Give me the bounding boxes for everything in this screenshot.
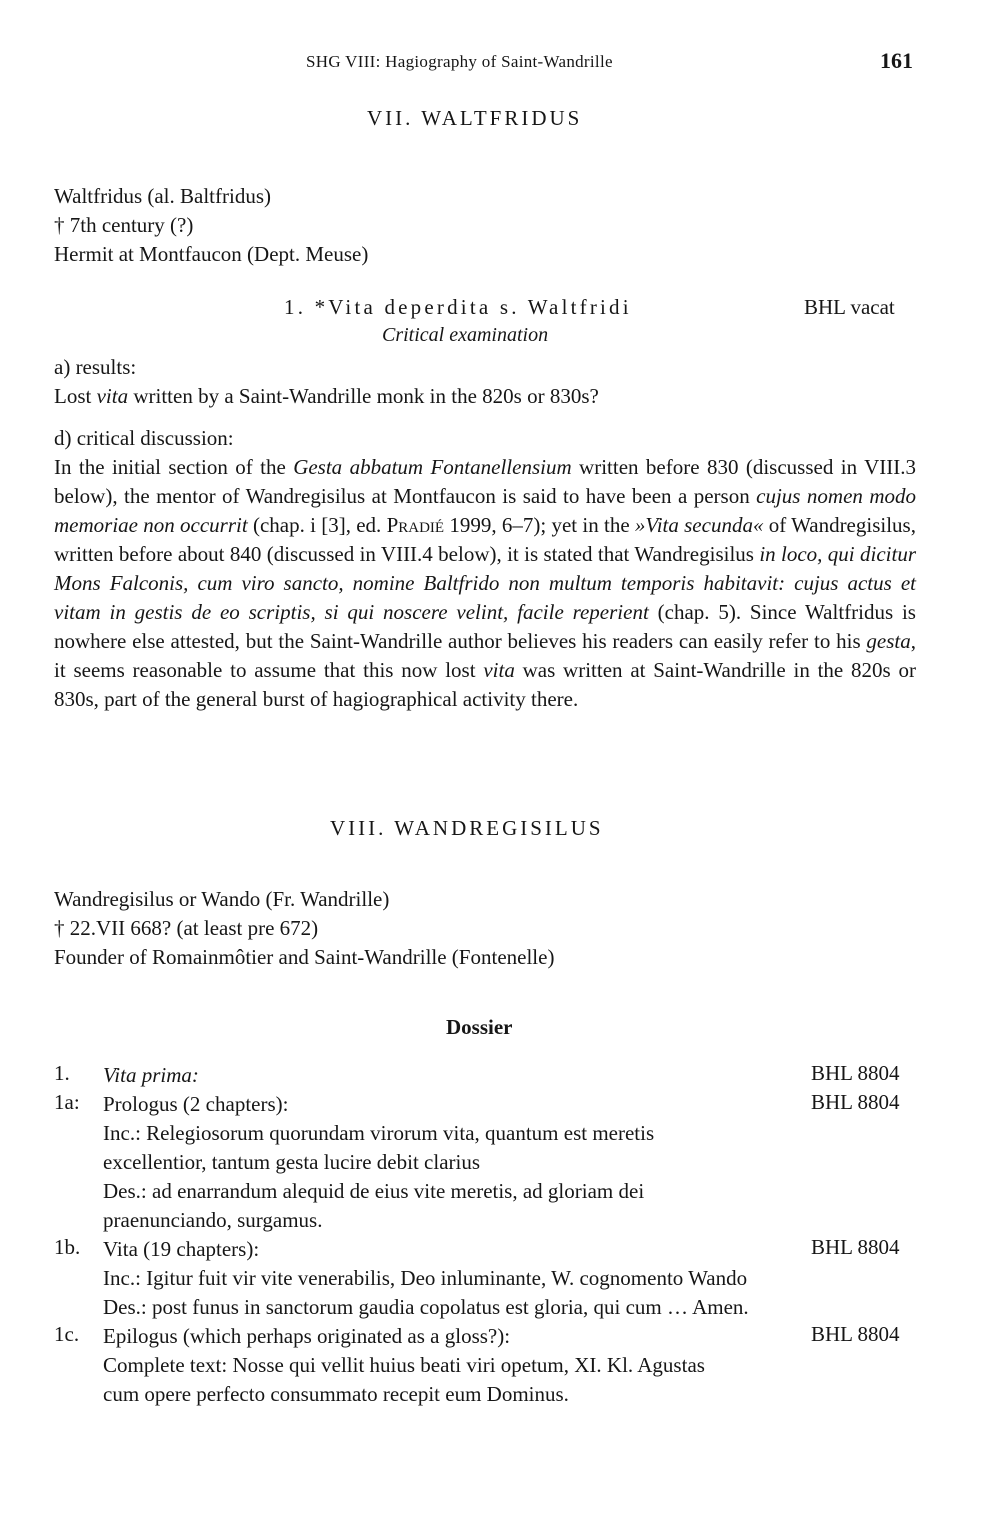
bhl-reference: BHL 8804: [811, 1322, 900, 1346]
results-label: a) results:: [54, 355, 137, 379]
saint-description: Founder of Romainmôtier and Saint-Wandrille (Fontenelle): [54, 945, 555, 969]
desinit-text: praenunciando, surgamus.: [103, 1208, 323, 1232]
discussion-paragraph: In the initial section of the Gesta abbatum Fontanellensium written before 830 (discussed in VIII.3 below), the mentor of Wandregisilus at Montfaucon is said to have been a person cujus nomen modo memoriae non occurrit (chap. i [3], ed. Pradié 1999, 6–7); yet in the »Vita secunda« of Wandregisilus, written before about 840 (discussed in VIII.4 below), it is stated that Wandregisilus in loco, qui dicitur Mons Falconis, cum viro sancto, nomine Baltfrido non multum temporis habitavit: cujus actus et vitam in gestis de eo scriptis, si qui noscere velint, facile reperient (chap. 5). Since Waltfridus is nowhere else attested, but the Saint-Wandrille author believes his readers can easily refer to his gesta, it seems reasonable to assume that this now lost vita was written at Saint-Wandrille in the 820s or 830s, part of the general burst of hagiographical activity there.: [54, 455, 916, 711]
section-title-wandregisilus: VIII. WANDREGISILUS: [330, 816, 604, 840]
discussion-label: d) critical discussion:: [54, 426, 234, 450]
bhl-reference: BHL 8804: [811, 1235, 900, 1259]
work-subtitle: Critical examination: [382, 324, 549, 346]
section-title-waltfridus: VII. WALTFRIDUS: [367, 106, 583, 130]
entry-number: 1a:: [54, 1090, 80, 1114]
author-citation: Pradié: [386, 513, 445, 537]
incipit-text: excellentior, tantum gesta lucire debit clarius: [103, 1150, 481, 1174]
desinit-text: Des.: post funus in sanctorum gaudia copolatus est gloria, qui cum … Amen.: [103, 1295, 749, 1319]
dossier-heading: Dossier: [446, 1015, 513, 1039]
work-title: 1. *Vita deperdita s. Waltfridi: [284, 295, 632, 319]
entry-label: Prologus (2 chapters):: [103, 1092, 289, 1116]
entry-number: 1c.: [54, 1322, 80, 1346]
saint-description: Hermit at Montfaucon (Dept. Meuse): [54, 242, 369, 266]
bhl-reference: BHL vacat: [804, 295, 895, 319]
results-text: Lost vita written by a Saint-Wandrille monk in the 820s or 830s?: [54, 384, 599, 408]
entry-number: 1b.: [54, 1235, 81, 1259]
bhl-reference: BHL 8804: [811, 1061, 900, 1085]
incipit-text: Inc.: Igitur fuit vir vite venerabilis, Deo inluminante, W. cognomento Wando: [103, 1266, 748, 1290]
bhl-reference: BHL 8804: [811, 1090, 900, 1114]
entry-label: Epilogus (which perhaps originated as a gloss?):: [103, 1324, 511, 1348]
incipit-text: Inc.: Relegiosorum quorundam virorum vita, quantum est meretis: [103, 1121, 655, 1145]
entry-label: Vita prima:: [103, 1063, 199, 1087]
complete-text: Complete text: Nosse qui vellit huius beati viri opetum, XI. Kl. Agustas: [103, 1353, 705, 1377]
saint-death-date: † 22.VII 668? (at least pre 672): [54, 916, 319, 940]
page-number: 161: [880, 48, 913, 73]
complete-text: cum opere perfecto consummato recepit eum Dominus.: [103, 1382, 569, 1406]
entry-number: 1.: [54, 1061, 70, 1085]
saint-name: Waltfridus (al. Baltfridus): [54, 184, 272, 208]
saint-name: Wandregisilus or Wando (Fr. Wandrille): [54, 887, 390, 911]
desinit-text: Des.: ad enarrandum alequid de eius vite meretis, ad gloriam dei: [103, 1179, 645, 1203]
running-title: SHG VIII: Hagiography of Saint-Wandrille: [306, 52, 613, 71]
entry-label: Vita (19 chapters):: [103, 1237, 260, 1261]
saint-death-date: † 7th century (?): [54, 213, 194, 237]
